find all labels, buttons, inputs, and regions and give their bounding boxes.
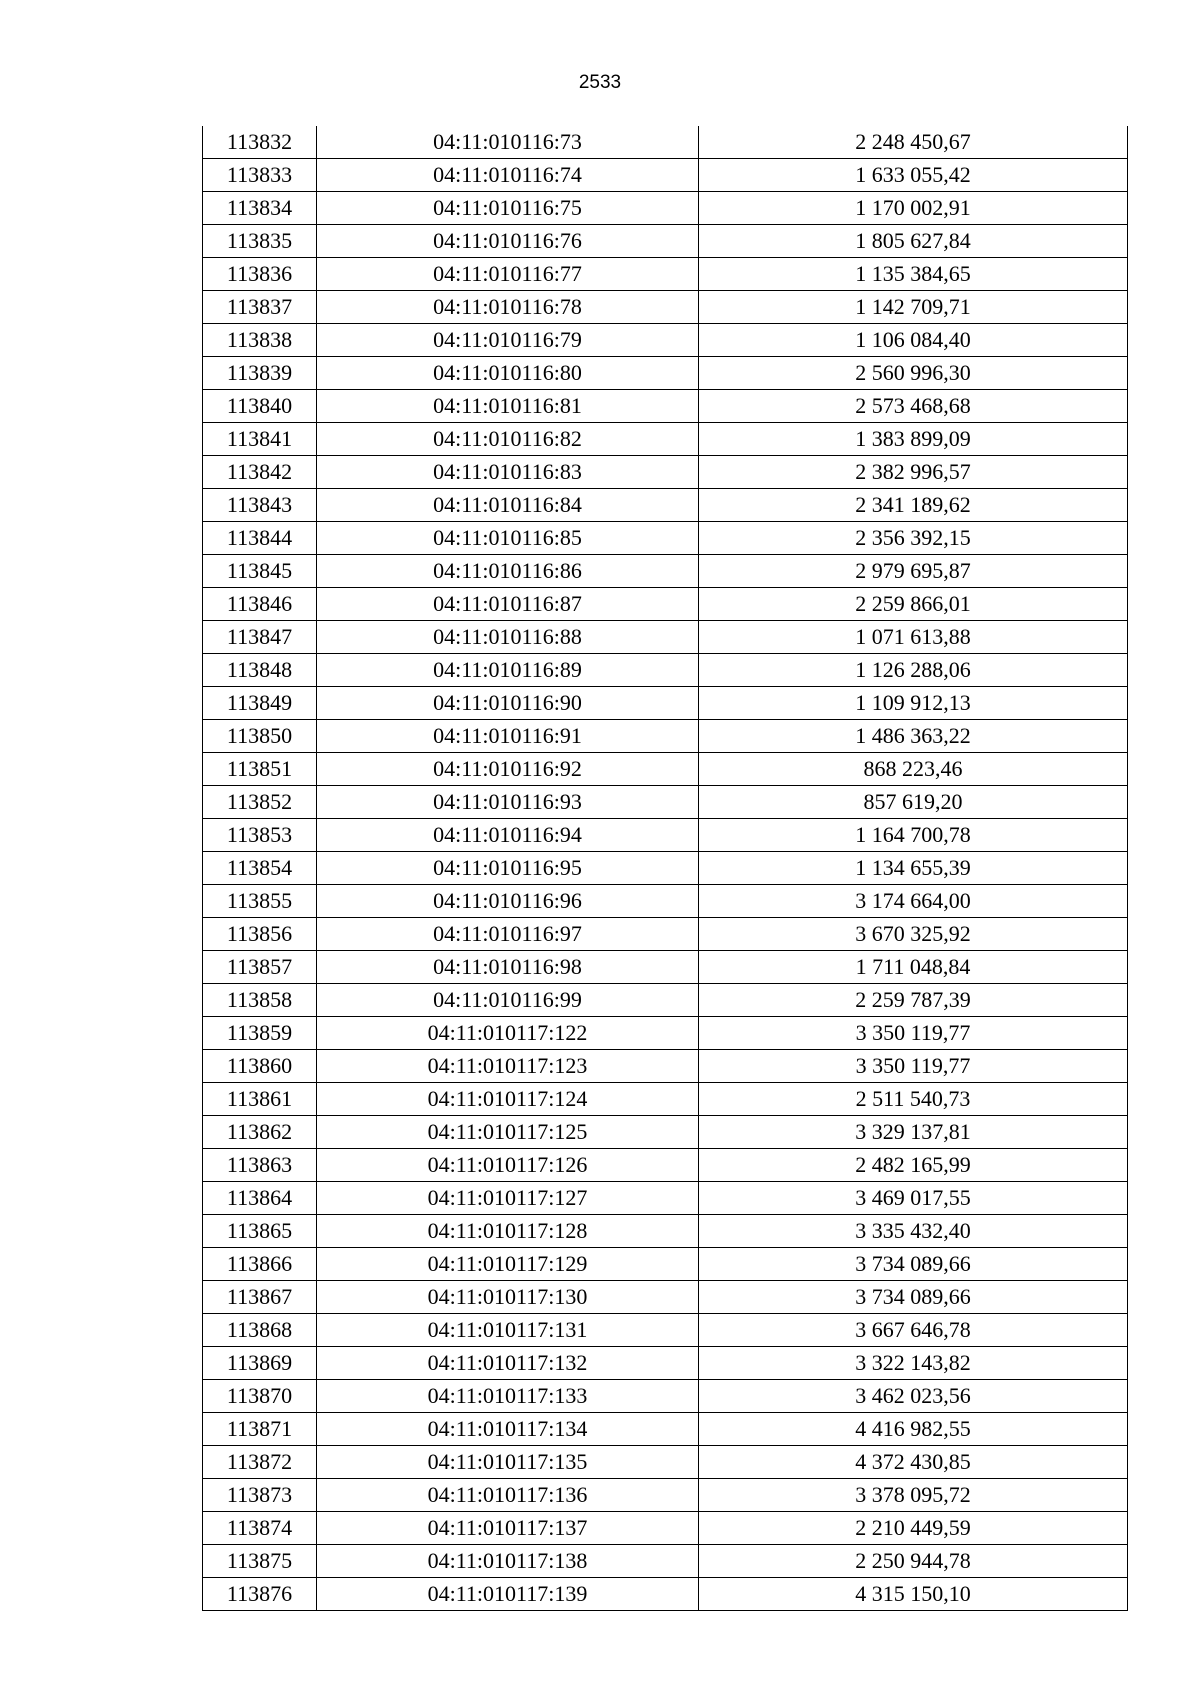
cadastral-value-cell: 1 071 613,88 [699, 621, 1128, 654]
row-number-cell: 113841 [203, 423, 317, 456]
row-number-cell: 113838 [203, 324, 317, 357]
cadastral-value-table [202, 126, 1128, 1611]
table-row [203, 687, 1128, 720]
cadastral-number-cell: 04:11:010116:73 [317, 126, 699, 159]
cadastral-number-cell: 04:11:010116:81 [317, 390, 699, 423]
row-number-cell: 113842 [203, 456, 317, 489]
cadastral-value-cell: 2 560 996,30 [699, 357, 1128, 390]
cadastral-number-cell: 04:11:010117:125 [317, 1116, 699, 1149]
row-number-cell: 113847 [203, 621, 317, 654]
table-body [203, 126, 1128, 1611]
row-number-cell: 113866 [203, 1248, 317, 1281]
table-row [203, 918, 1128, 951]
cadastral-number-cell: 04:11:010117:124 [317, 1083, 699, 1116]
cadastral-value-cell: 3 322 143,82 [699, 1347, 1128, 1380]
cadastral-number-cell: 04:11:010116:76 [317, 225, 699, 258]
cadastral-value-cell: 1 109 912,13 [699, 687, 1128, 720]
cadastral-value-cell: 3 667 646,78 [699, 1314, 1128, 1347]
cadastral-value-cell: 3 329 137,81 [699, 1116, 1128, 1149]
table-row [203, 390, 1128, 423]
row-number-cell: 113835 [203, 225, 317, 258]
page-number: 2533 [578, 72, 622, 93]
table-row [203, 324, 1128, 357]
row-number-cell: 113873 [203, 1479, 317, 1512]
cadastral-value-cell: 3 174 664,00 [699, 885, 1128, 918]
row-number-cell: 113871 [203, 1413, 317, 1446]
cadastral-value-cell: 2 259 866,01 [699, 588, 1128, 621]
cadastral-number-cell: 04:11:010116:91 [317, 720, 699, 753]
cadastral-number-cell: 04:11:010117:129 [317, 1248, 699, 1281]
table-row [203, 1446, 1128, 1479]
table-row [203, 522, 1128, 555]
table-row [203, 1413, 1128, 1446]
cadastral-value-cell: 3 469 017,55 [699, 1182, 1128, 1215]
table-row [203, 159, 1128, 192]
cadastral-value-cell: 1 486 363,22 [699, 720, 1128, 753]
cadastral-value-cell: 1 711 048,84 [699, 951, 1128, 984]
table-row [203, 951, 1128, 984]
row-number-cell: 113867 [203, 1281, 317, 1314]
cadastral-value-cell: 2 979 695,87 [699, 555, 1128, 588]
cadastral-number-cell: 04:11:010117:122 [317, 1017, 699, 1050]
table-row [203, 258, 1128, 291]
cadastral-number-cell: 04:11:010117:133 [317, 1380, 699, 1413]
row-number-cell: 113840 [203, 390, 317, 423]
row-number-cell: 113868 [203, 1314, 317, 1347]
cadastral-value-cell: 2 210 449,59 [699, 1512, 1128, 1545]
cadastral-number-cell: 04:11:010116:88 [317, 621, 699, 654]
cadastral-number-cell: 04:11:010116:92 [317, 753, 699, 786]
table-row [203, 753, 1128, 786]
table-row [203, 1083, 1128, 1116]
cadastral-value-cell: 3 378 095,72 [699, 1479, 1128, 1512]
cadastral-value-cell: 2 382 996,57 [699, 456, 1128, 489]
cadastral-number-cell: 04:11:010116:74 [317, 159, 699, 192]
cadastral-value-cell: 1 142 709,71 [699, 291, 1128, 324]
cadastral-value-cell: 1 805 627,84 [699, 225, 1128, 258]
table-row [203, 819, 1128, 852]
row-number-cell: 113846 [203, 588, 317, 621]
row-number-cell: 113872 [203, 1446, 317, 1479]
cadastral-number-cell: 04:11:010117:134 [317, 1413, 699, 1446]
row-number-cell: 113839 [203, 357, 317, 390]
row-number-cell: 113869 [203, 1347, 317, 1380]
table-row [203, 1215, 1128, 1248]
cadastral-number-cell: 04:11:010117:126 [317, 1149, 699, 1182]
table-row [203, 885, 1128, 918]
cadastral-value-cell: 3 335 432,40 [699, 1215, 1128, 1248]
table-row [203, 1347, 1128, 1380]
cadastral-value-cell: 4 315 150,10 [699, 1578, 1128, 1611]
table-row [203, 1545, 1128, 1578]
row-number-cell: 113845 [203, 555, 317, 588]
table-row [203, 621, 1128, 654]
row-number-cell: 113861 [203, 1083, 317, 1116]
cadastral-value-cell: 2 482 165,99 [699, 1149, 1128, 1182]
cadastral-number-cell: 04:11:010116:78 [317, 291, 699, 324]
table-row [203, 654, 1128, 687]
row-number-cell: 113863 [203, 1149, 317, 1182]
cadastral-number-cell: 04:11:010116:89 [317, 654, 699, 687]
row-number-cell: 113850 [203, 720, 317, 753]
row-number-cell: 113834 [203, 192, 317, 225]
row-number-cell: 113852 [203, 786, 317, 819]
cadastral-number-cell: 04:11:010117:132 [317, 1347, 699, 1380]
cadastral-value-cell: 1 633 055,42 [699, 159, 1128, 192]
cadastral-value-cell: 3 670 325,92 [699, 918, 1128, 951]
row-number-cell: 113862 [203, 1116, 317, 1149]
table-row [203, 588, 1128, 621]
cadastral-value-cell: 2 250 944,78 [699, 1545, 1128, 1578]
cadastral-number-cell: 04:11:010116:98 [317, 951, 699, 984]
table-row [203, 1116, 1128, 1149]
table-row [203, 291, 1128, 324]
cadastral-value-cell: 1 383 899,09 [699, 423, 1128, 456]
table-row [203, 225, 1128, 258]
cadastral-number-cell: 04:11:010116:96 [317, 885, 699, 918]
cadastral-number-cell: 04:11:010117:127 [317, 1182, 699, 1215]
table-row [203, 1050, 1128, 1083]
row-number-cell: 113843 [203, 489, 317, 522]
cadastral-value-cell: 3 350 119,77 [699, 1017, 1128, 1050]
cadastral-value-cell: 1 135 384,65 [699, 258, 1128, 291]
cadastral-value-cell: 1 134 655,39 [699, 852, 1128, 885]
row-number-cell: 113855 [203, 885, 317, 918]
row-number-cell: 113865 [203, 1215, 317, 1248]
row-number-cell: 113864 [203, 1182, 317, 1215]
cadastral-number-cell: 04:11:010116:93 [317, 786, 699, 819]
cadastral-value-cell: 2 573 468,68 [699, 390, 1128, 423]
cadastral-number-cell: 04:11:010116:94 [317, 819, 699, 852]
cadastral-number-cell: 04:11:010116:97 [317, 918, 699, 951]
cadastral-number-cell: 04:11:010116:77 [317, 258, 699, 291]
cadastral-number-cell: 04:11:010117:130 [317, 1281, 699, 1314]
row-number-cell: 113860 [203, 1050, 317, 1083]
cadastral-number-cell: 04:11:010116:82 [317, 423, 699, 456]
row-number-cell: 113851 [203, 753, 317, 786]
row-number-cell: 113859 [203, 1017, 317, 1050]
row-number-cell: 113853 [203, 819, 317, 852]
cadastral-number-cell: 04:11:010116:87 [317, 588, 699, 621]
table-row [203, 852, 1128, 885]
row-number-cell: 113833 [203, 159, 317, 192]
cadastral-value-cell: 2 248 450,67 [699, 126, 1128, 159]
cadastral-value-cell: 2 259 787,39 [699, 984, 1128, 1017]
cadastral-number-cell: 04:11:010116:99 [317, 984, 699, 1017]
row-number-cell: 113832 [203, 126, 317, 159]
cadastral-number-cell: 04:11:010117:137 [317, 1512, 699, 1545]
table-row [203, 1578, 1128, 1611]
table-row [203, 1017, 1128, 1050]
row-number-cell: 113858 [203, 984, 317, 1017]
table-row [203, 1182, 1128, 1215]
cadastral-number-cell: 04:11:010116:75 [317, 192, 699, 225]
cadastral-value-cell: 857 619,20 [699, 786, 1128, 819]
cadastral-number-cell: 04:11:010116:79 [317, 324, 699, 357]
cadastral-value-cell: 3 734 089,66 [699, 1248, 1128, 1281]
table-row [203, 489, 1128, 522]
row-number-cell: 113876 [203, 1578, 317, 1611]
table-row [203, 456, 1128, 489]
row-number-cell: 113856 [203, 918, 317, 951]
cadastral-value-cell: 3 734 089,66 [699, 1281, 1128, 1314]
cadastral-number-cell: 04:11:010116:84 [317, 489, 699, 522]
cadastral-number-cell: 04:11:010117:128 [317, 1215, 699, 1248]
table-row [203, 1380, 1128, 1413]
row-number-cell: 113854 [203, 852, 317, 885]
cadastral-number-cell: 04:11:010117:139 [317, 1578, 699, 1611]
cadastral-value-cell: 1 126 288,06 [699, 654, 1128, 687]
cadastral-number-cell: 04:11:010116:80 [317, 357, 699, 390]
row-number-cell: 113874 [203, 1512, 317, 1545]
cadastral-value-cell: 1 170 002,91 [699, 192, 1128, 225]
cadastral-value-cell: 2 341 189,62 [699, 489, 1128, 522]
cadastral-value-cell: 3 462 023,56 [699, 1380, 1128, 1413]
cadastral-value-cell: 4 416 982,55 [699, 1413, 1128, 1446]
row-number-cell: 113844 [203, 522, 317, 555]
table-row [203, 720, 1128, 753]
table-row [203, 1512, 1128, 1545]
table-row [203, 786, 1128, 819]
cadastral-value-cell: 2 511 540,73 [699, 1083, 1128, 1116]
cadastral-value-cell: 868 223,46 [699, 753, 1128, 786]
cadastral-number-cell: 04:11:010117:135 [317, 1446, 699, 1479]
row-number-cell: 113849 [203, 687, 317, 720]
cadastral-value-cell: 2 356 392,15 [699, 522, 1128, 555]
cadastral-number-cell: 04:11:010116:85 [317, 522, 699, 555]
row-number-cell: 113870 [203, 1380, 317, 1413]
table-row [203, 192, 1128, 225]
cadastral-number-cell: 04:11:010116:86 [317, 555, 699, 588]
cadastral-value-cell: 1 164 700,78 [699, 819, 1128, 852]
row-number-cell: 113836 [203, 258, 317, 291]
cadastral-number-cell: 04:11:010116:95 [317, 852, 699, 885]
cadastral-number-cell: 04:11:010116:83 [317, 456, 699, 489]
row-number-cell: 113875 [203, 1545, 317, 1578]
table-row [203, 1248, 1128, 1281]
table-row [203, 1281, 1128, 1314]
cadastral-number-cell: 04:11:010117:131 [317, 1314, 699, 1347]
table-row [203, 126, 1128, 159]
cadastral-number-cell: 04:11:010117:138 [317, 1545, 699, 1578]
table-row [203, 555, 1128, 588]
cadastral-value-cell: 4 372 430,85 [699, 1446, 1128, 1479]
cadastral-number-cell: 04:11:010116:90 [317, 687, 699, 720]
table-row [203, 1479, 1128, 1512]
table-row [203, 357, 1128, 390]
cadastral-number-cell: 04:11:010117:136 [317, 1479, 699, 1512]
row-number-cell: 113848 [203, 654, 317, 687]
table-row [203, 1149, 1128, 1182]
row-number-cell: 113837 [203, 291, 317, 324]
cadastral-value-cell: 3 350 119,77 [699, 1050, 1128, 1083]
table-row [203, 423, 1128, 456]
table-row [203, 984, 1128, 1017]
cadastral-number-cell: 04:11:010117:123 [317, 1050, 699, 1083]
cadastral-value-cell: 1 106 084,40 [699, 324, 1128, 357]
row-number-cell: 113857 [203, 951, 317, 984]
table-row [203, 1314, 1128, 1347]
